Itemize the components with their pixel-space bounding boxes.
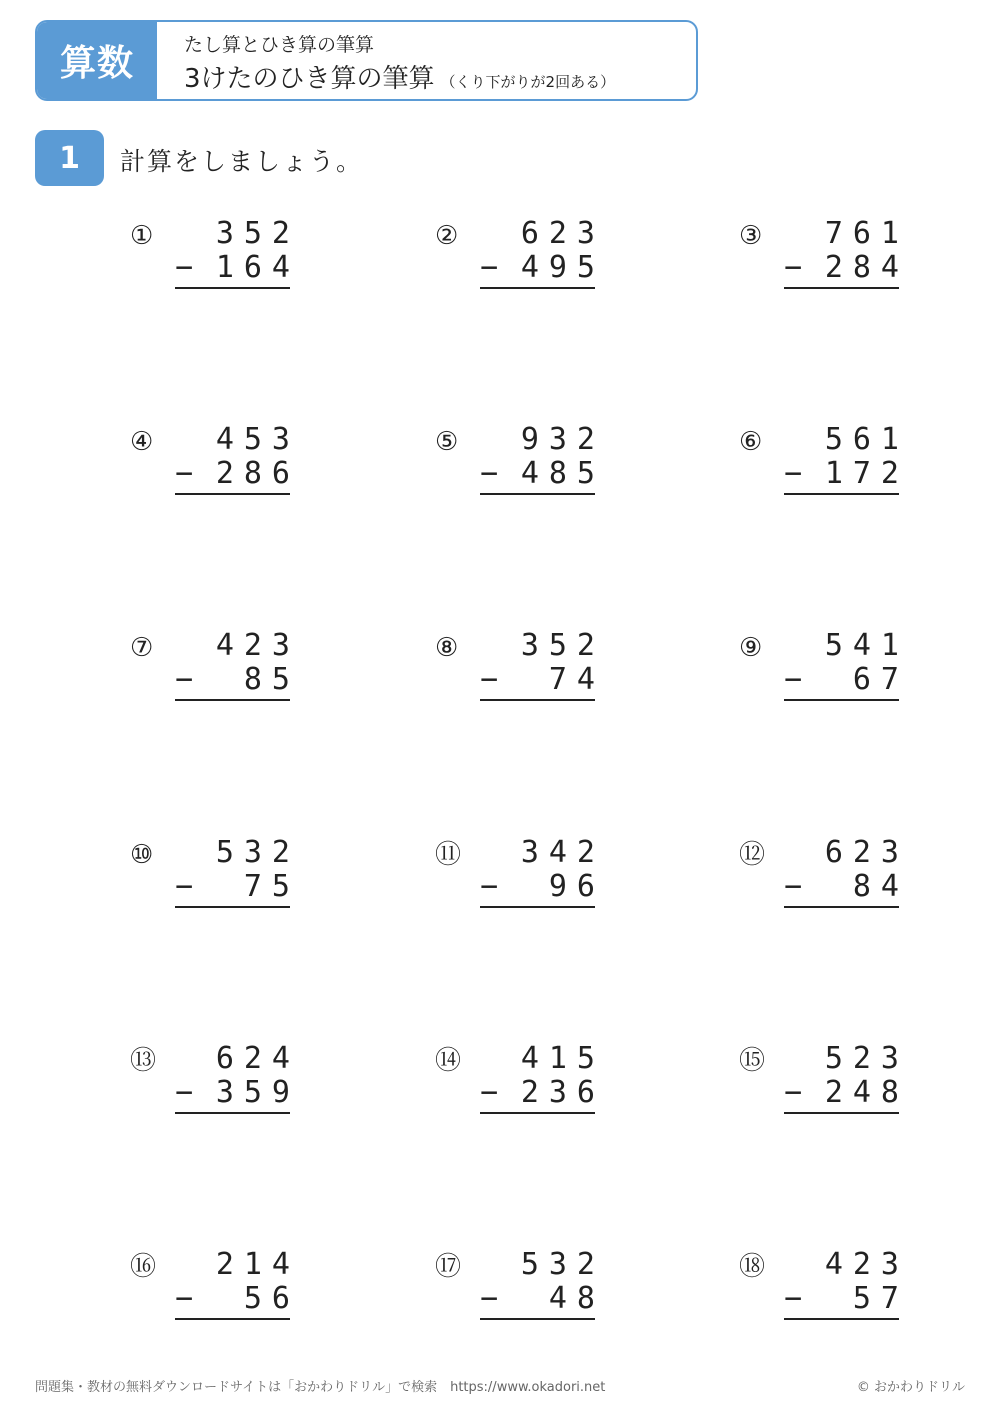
subtraction-problem [130, 1247, 300, 1328]
minuend: 352 [520, 628, 605, 663]
subtrahend: 48 [548, 1281, 605, 1316]
subtraction-problem [739, 1041, 909, 1122]
minus-sign: − [480, 1281, 499, 1316]
subtraction-problem [435, 216, 605, 297]
minuend-row [784, 422, 909, 457]
problem-number: ⑰ [435, 1252, 462, 1282]
minuend: 561 [824, 422, 909, 457]
minuend: 623 [824, 835, 909, 870]
subtrahend: 96 [548, 869, 605, 904]
problem-number: ③ [739, 221, 763, 251]
answer-line [480, 906, 595, 908]
footer-copyright: © おかわりドリル [856, 1380, 965, 1395]
subtrahend-row [480, 250, 605, 285]
minuend-row [175, 628, 300, 663]
subtrahend-row [480, 1281, 605, 1316]
answer-line [480, 1112, 595, 1114]
minuend-row [784, 1041, 909, 1076]
section-instruction: 計算をしましょう。 [120, 147, 364, 176]
problem-number: ⑤ [435, 427, 459, 457]
answer-line [784, 493, 899, 495]
subtrahend: 67 [852, 662, 909, 697]
subtrahend-row [175, 250, 300, 285]
subject-label: 算数 [37, 22, 157, 99]
minuend: 423 [824, 1247, 909, 1282]
problem-number: ⑯ [130, 1252, 157, 1282]
minuend-row [480, 835, 605, 870]
answer-line [480, 699, 595, 701]
answer-line [480, 493, 595, 495]
subtrahend-row [784, 662, 909, 697]
minuend: 453 [215, 422, 300, 457]
minus-sign: − [784, 456, 803, 491]
minus-sign: − [480, 662, 499, 697]
title-note: （くり下がりが2回ある） [440, 73, 616, 91]
subtrahend: 164 [215, 250, 300, 285]
minus-sign: − [784, 1281, 803, 1316]
problem-number: ⑧ [435, 633, 459, 663]
answer-line [175, 493, 290, 495]
minus-sign: − [175, 250, 194, 285]
minus-sign: − [175, 869, 194, 904]
minus-sign: − [175, 1281, 194, 1316]
subtrahend: 75 [243, 869, 300, 904]
problem-number: ⑦ [130, 633, 154, 663]
subtraction-problem [739, 628, 909, 709]
minuend-row [480, 1247, 605, 1282]
minuend-row [480, 1041, 605, 1076]
subtrahend: 85 [243, 662, 300, 697]
minus-sign: − [784, 869, 803, 904]
subtrahend: 84 [852, 869, 909, 904]
subtrahend-row [175, 1281, 300, 1316]
subtraction-problem [130, 1041, 300, 1122]
answer-line [175, 1112, 290, 1114]
minus-sign: − [175, 662, 194, 697]
answer-line [784, 699, 899, 701]
footer-download-note: 問題集・教材の無料ダウンロードサイトは「おかわりドリル」で検索 https://www.okadori.net [35, 1380, 606, 1395]
subtraction-problem [130, 628, 300, 709]
subtrahend-row [784, 250, 909, 285]
subtrahend: 284 [824, 250, 909, 285]
answer-line [480, 1318, 595, 1320]
subtraction-problem [435, 835, 605, 916]
minuend-row [175, 216, 300, 251]
minus-sign: − [784, 662, 803, 697]
subtrahend-row [175, 456, 300, 491]
minuend-row [175, 1041, 300, 1076]
minuend: 423 [215, 628, 300, 663]
minuend-row [175, 422, 300, 457]
subtrahend: 485 [520, 456, 605, 491]
answer-line [175, 699, 290, 701]
subtrahend: 74 [548, 662, 605, 697]
subtrahend-row [175, 1075, 300, 1110]
answer-line [175, 1318, 290, 1320]
problem-number: ⑥ [739, 427, 763, 457]
answer-line [784, 1112, 899, 1114]
minuend-row [784, 1247, 909, 1282]
minuend: 532 [215, 835, 300, 870]
problem-number: ⑬ [130, 1046, 157, 1076]
minuend-row [480, 216, 605, 251]
subtrahend: 56 [243, 1281, 300, 1316]
subtraction-problem [435, 628, 605, 709]
minus-sign: − [480, 456, 499, 491]
minuend-row [175, 835, 300, 870]
minus-sign: − [784, 250, 803, 285]
minuend-row [784, 216, 909, 251]
section-number-badge: 1 [35, 130, 104, 186]
problem-number: ② [435, 221, 459, 251]
problem-number: ⑩ [130, 840, 154, 870]
subtrahend: 172 [824, 456, 909, 491]
subtraction-problem [130, 422, 300, 503]
subtraction-problem [739, 216, 909, 297]
minuend: 624 [215, 1041, 300, 1076]
minuend: 761 [824, 216, 909, 251]
minuend: 932 [520, 422, 605, 457]
subtraction-problem [739, 835, 909, 916]
minus-sign: − [480, 250, 499, 285]
subtrahend: 57 [852, 1281, 909, 1316]
subtraction-problem [130, 835, 300, 916]
minuend-row [784, 835, 909, 870]
worksheet-title [184, 58, 615, 95]
problem-number: ① [130, 221, 154, 251]
subtrahend-row [784, 456, 909, 491]
subtrahend-row [480, 456, 605, 491]
answer-line [175, 287, 290, 289]
problem-number: ⑫ [739, 840, 766, 870]
subtraction-problem [435, 1041, 605, 1122]
subtrahend: 248 [824, 1075, 909, 1110]
minuend: 352 [215, 216, 300, 251]
problem-number: ④ [130, 427, 154, 457]
minuend: 532 [520, 1247, 605, 1282]
minuend-row [480, 422, 605, 457]
worksheet-header [35, 20, 698, 101]
subtrahend: 495 [520, 250, 605, 285]
minuend: 415 [520, 1041, 605, 1076]
subtrahend: 359 [215, 1075, 300, 1110]
subtrahend-row [480, 869, 605, 904]
subtrahend-row [175, 662, 300, 697]
minuend-row [175, 1247, 300, 1282]
minuend: 623 [520, 216, 605, 251]
minuend: 523 [824, 1041, 909, 1076]
answer-line [480, 287, 595, 289]
answer-line [175, 906, 290, 908]
subtraction-problem [435, 422, 605, 503]
subtraction-problem [130, 216, 300, 297]
subtrahend-row [480, 662, 605, 697]
subtrahend-row [480, 1075, 605, 1110]
subtrahend-row [784, 1281, 909, 1316]
minuend: 541 [824, 628, 909, 663]
answer-line [784, 906, 899, 908]
subtrahend: 286 [215, 456, 300, 491]
title-text: 3けたのひき算の筆算 [184, 64, 435, 94]
subtrahend-row [784, 1075, 909, 1110]
subtraction-problem [739, 1247, 909, 1328]
minus-sign: − [175, 1075, 194, 1110]
worksheet-subtitle: たし算とひき算の筆算 [184, 34, 375, 56]
subtraction-problem [435, 1247, 605, 1328]
problem-number: ⑪ [435, 840, 462, 870]
problem-number: ⑮ [739, 1046, 766, 1076]
problem-number: ⑱ [739, 1252, 766, 1282]
minus-sign: − [784, 1075, 803, 1110]
minuend: 342 [520, 835, 605, 870]
problem-number: ⑨ [739, 633, 763, 663]
minus-sign: − [175, 456, 194, 491]
answer-line [784, 287, 899, 289]
subtraction-problem [739, 422, 909, 503]
subtrahend-row [175, 869, 300, 904]
problem-number: ⑭ [435, 1046, 462, 1076]
minuend: 214 [215, 1247, 300, 1282]
minuend-row [784, 628, 909, 663]
minus-sign: − [480, 1075, 499, 1110]
answer-line [784, 1318, 899, 1320]
minus-sign: − [480, 869, 499, 904]
minuend-row [480, 628, 605, 663]
subtrahend-row [784, 869, 909, 904]
subtrahend: 236 [520, 1075, 605, 1110]
